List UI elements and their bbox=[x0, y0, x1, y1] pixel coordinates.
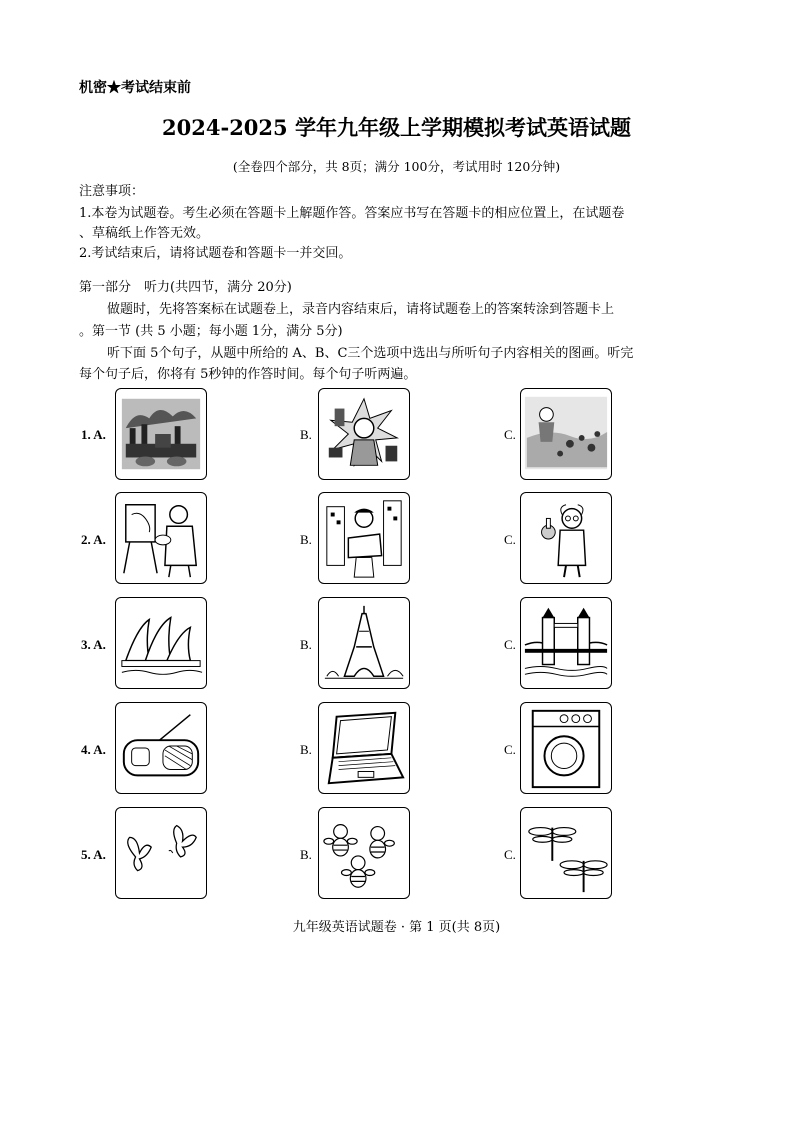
question-3-option-b-image[interactable] bbox=[318, 597, 410, 689]
notice-heading: 注意事项： bbox=[79, 184, 145, 199]
question-1-option-c-label: C. bbox=[504, 427, 516, 442]
notice-item-1-cont: 、草稿纸上作答无效。 bbox=[79, 226, 210, 241]
question-3-option-a-image[interactable] bbox=[115, 597, 207, 689]
radio-icon bbox=[116, 703, 206, 793]
part1-instruction: 听下面 5个句子，从题中所给的 A、B、C三个选项中选出与所听句子内容相关的图画。听完 bbox=[107, 346, 634, 361]
question-4-option-c-label: C. bbox=[504, 742, 516, 757]
notice-item-2: 2.考试结束后，请将试题卷和答题卡一并交回。 bbox=[79, 246, 352, 261]
question-1-option-b-image[interactable] bbox=[318, 388, 410, 480]
question-2-option-c-label: C. bbox=[504, 532, 516, 547]
question-3-label: 3. A. bbox=[81, 637, 106, 652]
part1-instruction-cont: 每个句子后，你将有 5秒钟的作答时间。每个句子听两遍。 bbox=[79, 367, 417, 382]
question-5-option-c-image[interactable] bbox=[520, 807, 612, 899]
question-3-option-c-image[interactable] bbox=[520, 597, 612, 689]
question-5-label: 5. A. bbox=[81, 847, 106, 862]
bees-icon bbox=[319, 808, 409, 898]
question-4-option-a-image[interactable] bbox=[115, 702, 207, 794]
dragonflies-icon bbox=[521, 808, 611, 898]
exam-subtitle: (全卷四个部分，共 8页；满分 100分，考试用时 120分钟) bbox=[232, 159, 561, 174]
question-4-option-b-label: B. bbox=[300, 742, 312, 757]
tower-bridge-icon bbox=[521, 598, 611, 688]
question-2-option-c-image[interactable] bbox=[520, 492, 612, 584]
question-5-option-b-label: B. bbox=[300, 847, 312, 862]
notice-item-1: 1.本卷为试题卷。考生必须在答题卡上解题作答。答案应书写在答题卡的相应位置上，在试题卷 bbox=[79, 206, 625, 221]
architect-icon bbox=[319, 493, 409, 583]
question-5-option-a-image[interactable] bbox=[115, 807, 207, 899]
painter-icon bbox=[116, 493, 206, 583]
littered-water-icon bbox=[521, 389, 611, 479]
question-1-option-c-image[interactable] bbox=[520, 388, 612, 480]
question-5-option-b-image[interactable] bbox=[318, 807, 410, 899]
question-2-option-b-label: B. bbox=[300, 532, 312, 547]
question-3-option-c-label: C. bbox=[504, 637, 516, 652]
part1-intro-cont: 。第一节 (共 5 小题；每小题 1分，满分 5分) bbox=[79, 324, 343, 339]
eiffel-tower-icon bbox=[319, 598, 409, 688]
question-4-option-b-image[interactable] bbox=[318, 702, 410, 794]
laptop-icon bbox=[319, 703, 409, 793]
question-1-option-a-image[interactable] bbox=[115, 388, 207, 480]
question-3-option-b-label: B. bbox=[300, 637, 312, 652]
confidential-label: 机密★考试结束前 bbox=[79, 80, 191, 96]
butterflies-icon bbox=[116, 808, 206, 898]
opera-house-icon bbox=[116, 598, 206, 688]
question-4-option-c-image[interactable] bbox=[520, 702, 612, 794]
scientist-icon bbox=[521, 493, 611, 583]
question-2-option-b-image[interactable] bbox=[318, 492, 410, 584]
factory-pollution-icon bbox=[116, 389, 206, 479]
washing-machine-icon bbox=[521, 703, 611, 793]
question-1-option-b-label: B. bbox=[300, 427, 312, 442]
noisy-man-icon bbox=[319, 389, 409, 479]
part1-heading: 第一部分 听力(共四节，满分 20分) bbox=[79, 280, 292, 295]
page-footer: 九年级英语试题卷 · 第 1 页(共 8页) bbox=[292, 920, 501, 935]
question-4-label: 4. A. bbox=[81, 742, 106, 757]
question-5-option-c-label: C. bbox=[504, 847, 516, 862]
question-2-option-a-image[interactable] bbox=[115, 492, 207, 584]
question-2-label: 2. A. bbox=[81, 532, 106, 547]
exam-title: 2024-2025 学年九年级上学期模拟考试英语试题 bbox=[162, 115, 631, 140]
part1-intro: 做题时，先将答案标在试题卷上，录音内容结束后，请将试题卷上的答案转涂到答题卡上 bbox=[107, 302, 615, 317]
question-1-label: 1. A. bbox=[81, 427, 106, 442]
